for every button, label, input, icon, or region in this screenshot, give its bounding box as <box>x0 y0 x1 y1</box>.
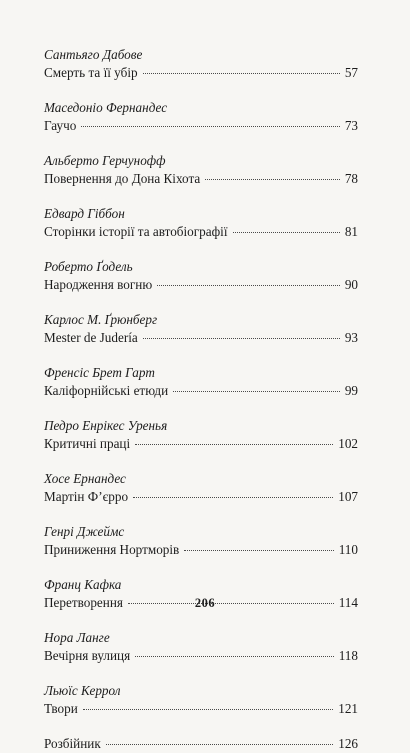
toc-author: Едвард Гіббон <box>44 206 125 221</box>
dot-leader <box>205 179 340 180</box>
toc-author: Маседоніо Фернандес <box>44 100 168 115</box>
dot-leader <box>135 444 333 445</box>
toc-page-number: 57 <box>344 65 358 80</box>
toc-row <box>44 700 358 718</box>
toc-entry <box>44 205 358 258</box>
toc-title: Твори <box>44 701 78 716</box>
toc-row <box>44 329 358 347</box>
toc-page-number: 107 <box>338 489 358 504</box>
toc-page-number: 90 <box>344 277 358 292</box>
toc-page-number: 110 <box>338 542 358 557</box>
toc-author: Френсіс Брет Гарт <box>44 365 155 380</box>
toc-row <box>44 382 358 400</box>
toc-entry <box>44 470 358 523</box>
dot-leader <box>184 550 333 551</box>
toc-title: Розбійник <box>44 736 101 751</box>
toc-author: Альберто Герчунофф <box>44 153 166 168</box>
toc-author: Карлос М. Ґрюнберг <box>44 312 158 327</box>
toc-entry <box>44 629 358 682</box>
toc-row <box>44 541 358 559</box>
toc-row <box>44 223 358 241</box>
toc-author: Хосе Ернандес <box>44 471 126 486</box>
toc-row <box>44 435 358 453</box>
toc-title: Повернення до Дона Кіхота <box>44 171 201 186</box>
toc-author: Роберто Ґодель <box>44 259 133 274</box>
toc-title: Смерть та її убір <box>44 65 138 80</box>
dot-leader <box>106 744 333 745</box>
toc-row <box>44 488 358 506</box>
toc-title: Перетворення <box>44 595 123 610</box>
toc-entry <box>44 311 358 364</box>
toc-title: Каліфорнійські етюди <box>44 383 169 398</box>
toc-page-number: 99 <box>344 383 358 398</box>
dot-leader <box>143 338 340 339</box>
toc-entry <box>44 364 358 417</box>
toc-author: Франц Кафка <box>44 577 122 592</box>
toc-page-number: 81 <box>344 224 358 239</box>
dot-leader <box>135 656 334 657</box>
toc-entry <box>44 152 358 205</box>
page-folio-number: 206 <box>194 596 216 610</box>
toc-row <box>44 170 358 188</box>
table-of-contents <box>44 46 358 753</box>
toc-page-number: 78 <box>344 171 358 186</box>
dot-leader <box>173 391 340 392</box>
toc-title: Сторінки історії та автобіографії <box>44 224 228 239</box>
toc-title: Мартін Ф’єрро <box>44 489 129 504</box>
toc-entry <box>44 258 358 311</box>
toc-author: Льюїс Керрол <box>44 683 121 698</box>
toc-entry <box>44 46 358 99</box>
toc-title: Вечірня вулиця <box>44 648 131 663</box>
toc-page-number: 93 <box>344 330 358 345</box>
toc-entry <box>44 735 358 753</box>
toc-row <box>44 735 358 753</box>
toc-row <box>44 117 358 135</box>
toc-author: Сантьяго Дабове <box>44 47 143 62</box>
toc-title: Критичні праці <box>44 436 131 451</box>
dot-leader <box>81 126 340 127</box>
toc-entry <box>44 99 358 152</box>
toc-page-number: 73 <box>344 118 358 133</box>
dot-leader <box>133 497 333 498</box>
toc-title: Гаучо <box>44 118 77 133</box>
toc-row <box>44 276 358 294</box>
toc-author: Педро Енрікес Уренья <box>44 418 168 433</box>
toc-author: Нора Ланге <box>44 630 110 645</box>
toc-entry <box>44 523 358 576</box>
toc-page-number: 114 <box>338 595 358 610</box>
toc-entry <box>44 682 358 735</box>
toc-row <box>44 64 358 82</box>
toc-entry <box>44 417 358 470</box>
toc-title: Mester de Judería <box>44 330 138 345</box>
toc-page-number: 126 <box>338 736 358 751</box>
toc-author: Генрі Джеймс <box>44 524 125 539</box>
dot-leader <box>233 232 340 233</box>
toc-title: Приниження Нортморів <box>44 542 180 557</box>
dot-leader <box>83 709 333 710</box>
toc-title: Народження вогню <box>44 277 153 292</box>
dot-leader <box>143 73 340 74</box>
toc-page-number: 102 <box>338 436 358 451</box>
dot-leader <box>157 285 340 286</box>
toc-page-number: 118 <box>338 648 358 663</box>
toc-page-number: 121 <box>338 701 358 716</box>
